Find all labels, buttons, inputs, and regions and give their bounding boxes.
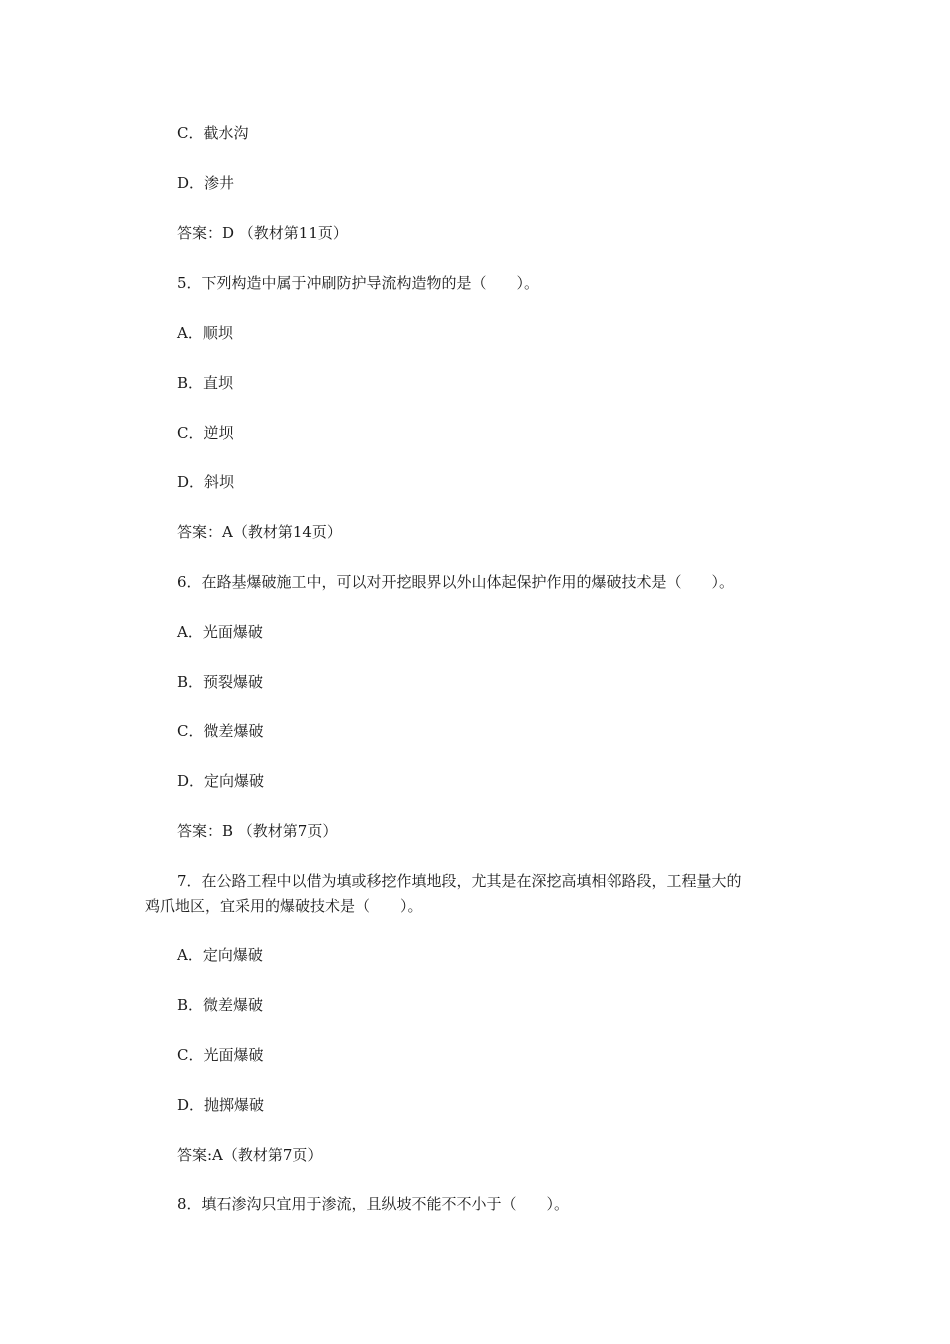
answer-q4: 答案：D （教材第11页）	[177, 224, 348, 242]
q5-option-b: B．直坝	[177, 374, 234, 392]
question-8: 8．填石渗沟只宜用于渗流，且纵坡不能不不小于（ ）。	[177, 1195, 570, 1213]
q5-option-a: A．顺坝	[177, 324, 233, 342]
q5-option-d: D．斜坝	[177, 473, 235, 491]
question-7-line-2: 鸡爪地区，宜采用的爆破技术是（ ）。	[145, 897, 423, 915]
q6-option-c: C．微差爆破	[177, 722, 264, 740]
q7-option-b: B．微差爆破	[177, 996, 264, 1014]
answer-q6: 答案：B （教材第7页）	[177, 822, 338, 840]
q6-option-b: B．预裂爆破	[177, 673, 264, 691]
q6-option-a: A．光面爆破	[177, 623, 263, 641]
q7-option-c: C．光面爆破	[177, 1046, 264, 1064]
question-6: 6．在路基爆破施工中，可以对开挖眼界以外山体起保护作用的爆破技术是（ ）。	[177, 573, 735, 591]
q7-option-a: A．定向爆破	[177, 946, 263, 964]
option-d-seepage-well: D．渗井	[177, 174, 235, 192]
question-7-line-1: 7．在公路工程中以借为填或移挖作填地段，尤其是在深挖高填相邻路段，工程量大的	[177, 872, 742, 890]
question-5: 5．下列构造中属于冲刷防护导流构造物的是（ ）。	[177, 274, 540, 292]
answer-q7: 答案:A（教材第7页）	[177, 1146, 323, 1164]
option-c-intercepting-ditch: C．截水沟	[177, 124, 249, 142]
q7-option-d: D．抛掷爆破	[177, 1096, 265, 1114]
q5-option-c: C．逆坝	[177, 424, 234, 442]
q6-option-d: D．定向爆破	[177, 772, 265, 790]
answer-q5: 答案：A（教材第14页）	[177, 523, 342, 541]
